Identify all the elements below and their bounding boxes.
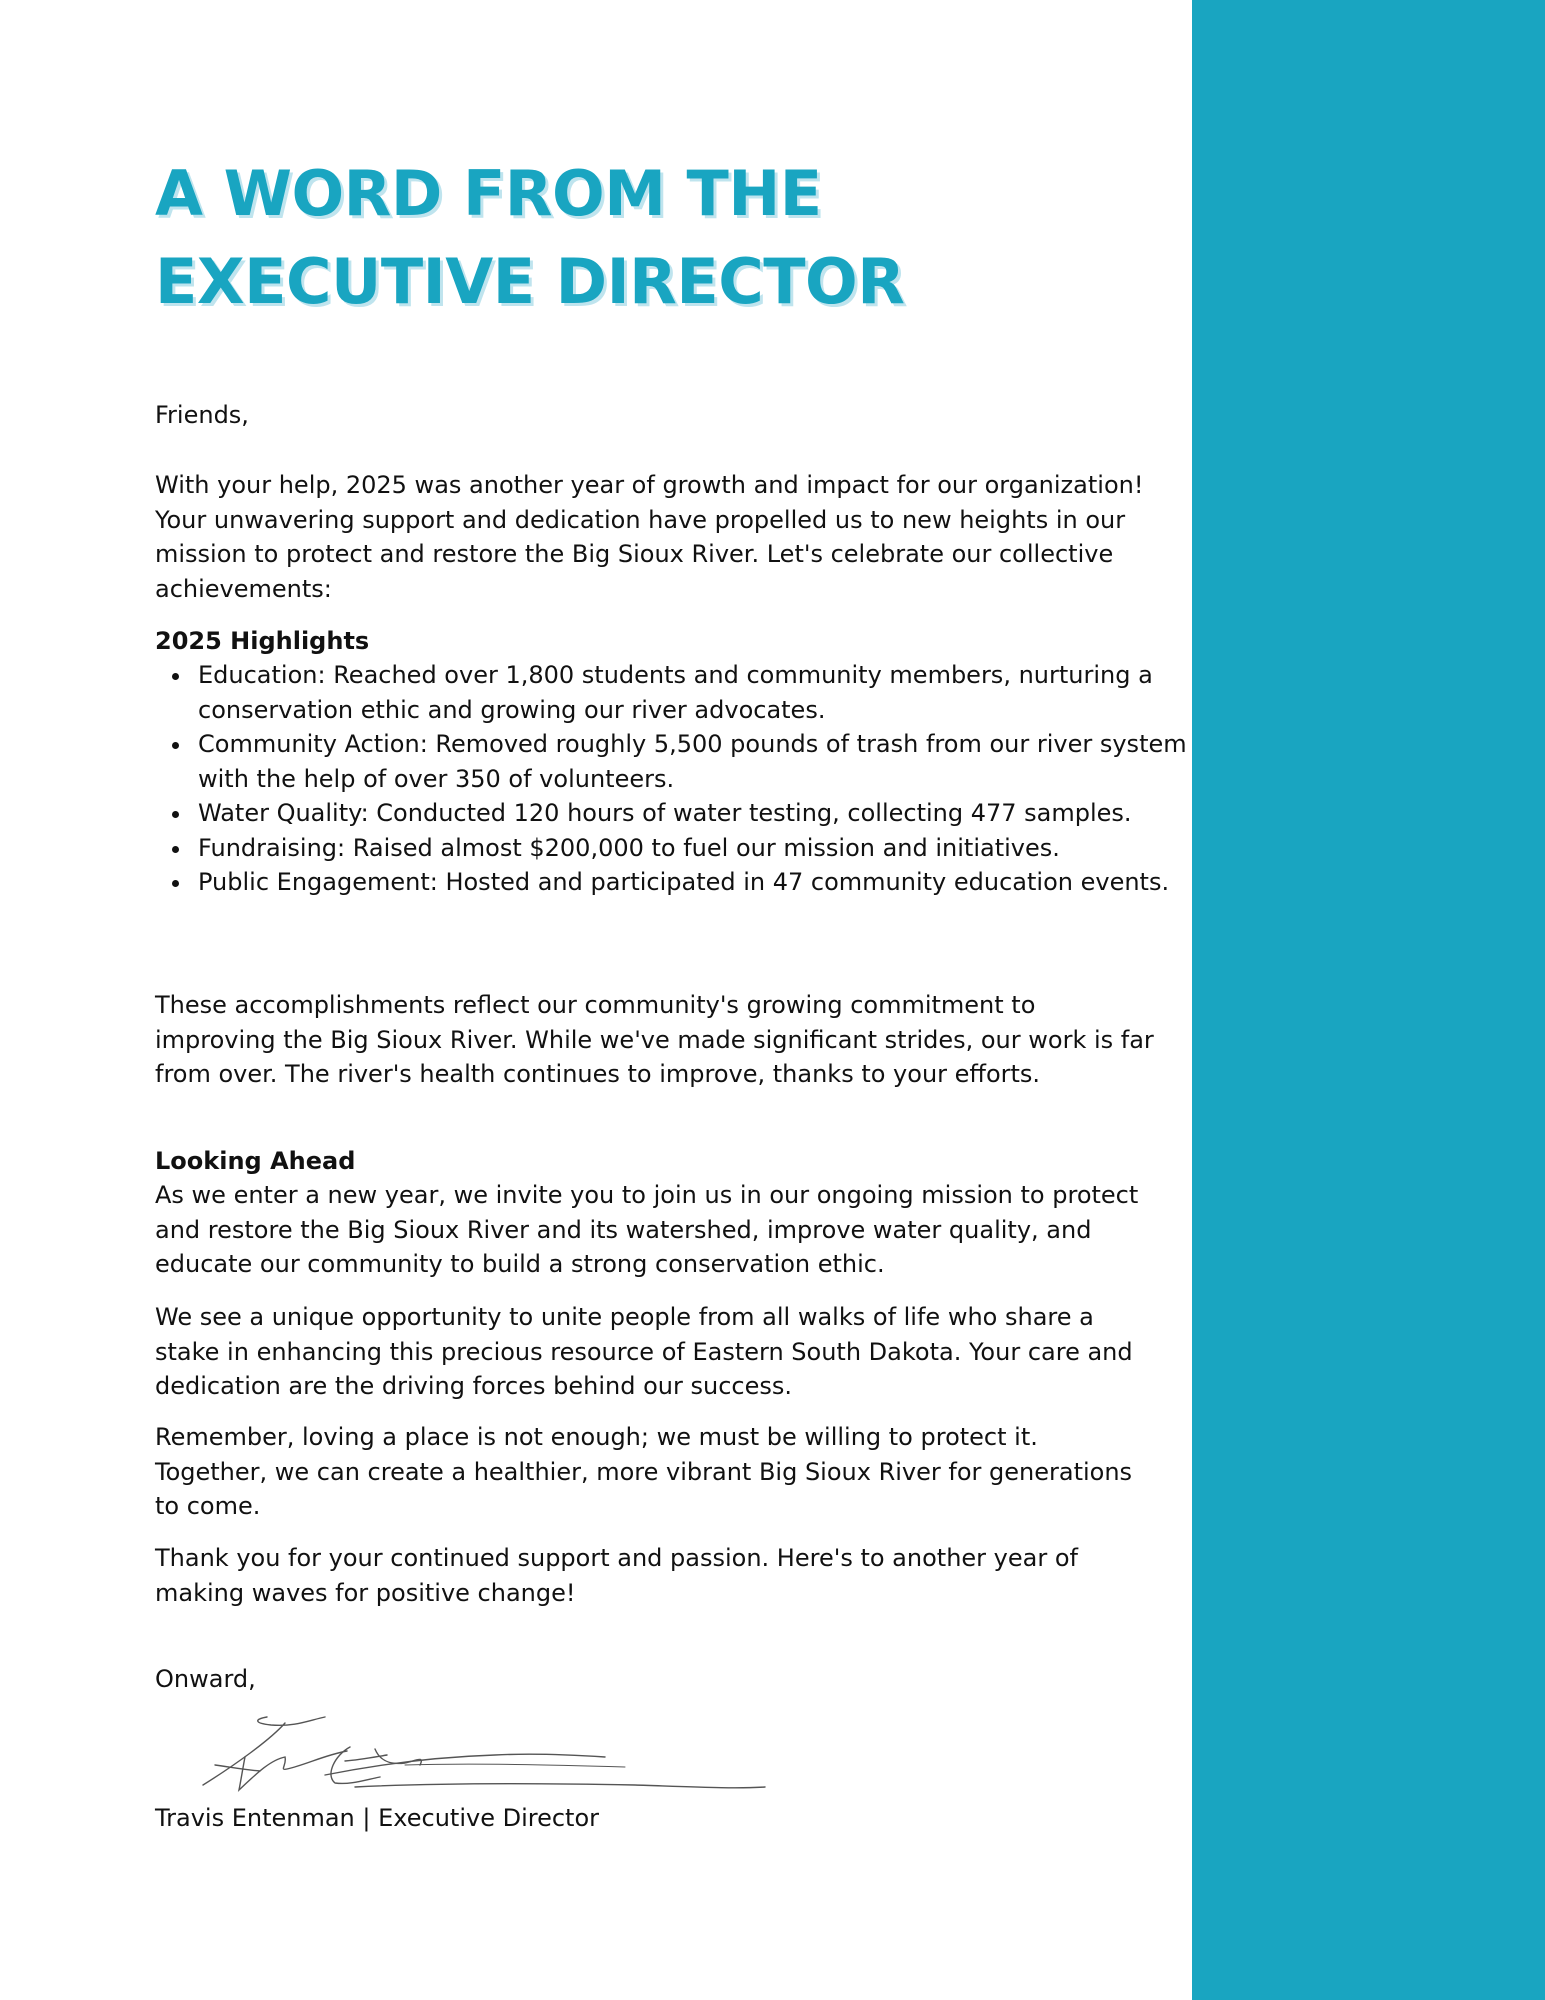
- looking-ahead-paragraph: As we enter a new year, we invite you to join us in our ongoing mission to protect and restore the Big Sioux River and its watershed, improve water quality, and educate our community to build a strong conservation ethic.: [155, 1181, 1139, 1278]
- list-item: Fundraising: Raised almost $200,000 to fuel our mission and initiatives.: [198, 831, 1198, 866]
- title-line-2: EXECUTIVE DIRECTOR: [155, 245, 905, 318]
- list-item: Public Engagement: Hosted and participated in 47 community education events.: [198, 865, 1198, 900]
- list-item: Community Action: Removed roughly 5,500 pounds of trash from our river system with the help of over 350 of volunteers.: [198, 727, 1198, 796]
- list-item: Education: Reached over 1,800 students and community members, nurturing a conservation ethic and growing our river advocates.: [198, 658, 1198, 727]
- thanks-paragraph: Thank you for your continued support and passion. Here's to another year of making waves for positive change!: [155, 1544, 1078, 1607]
- greeting: Friends,: [155, 401, 249, 429]
- accent-sidebar: [1192, 0, 1545, 2000]
- signer-name: Travis Entenman | Executive Director: [155, 1804, 599, 1832]
- opportunity-paragraph: We see a unique opportunity to unite people from all walks of life who share a stake in enhancing this precious resource of Eastern South Dakota. Your care and dedication are the driving forces behind our success.: [155, 1303, 1133, 1400]
- intro-paragraph: With your help, 2025 was another year of growth and impact for our organization! Your unwavering support and dedication have propelled us to new heights in our mission to protect and restore the Big Sioux River. Let's celebrate our collective achievements:: [155, 471, 1144, 603]
- title-line-1: A WORD FROM THE: [155, 157, 822, 230]
- closing: Onward,: [155, 1665, 256, 1693]
- accomplishments-paragraph: These accomplishments reflect our community's growing commitment to improving the Big Sioux River. While we've made significant strides, our work is far from over. The river's health continues to improve, thanks to your efforts.: [155, 991, 1154, 1088]
- list-item: Water Quality: Conducted 120 hours of water testing, collecting 477 samples.: [198, 796, 1198, 831]
- page-title: [155, 150, 1155, 326]
- signature-image: [175, 1705, 785, 1800]
- highlights-list: [155, 658, 1198, 900]
- highlights-heading: 2025 Highlights: [155, 627, 370, 655]
- looking-ahead-heading: Looking Ahead: [155, 1147, 356, 1175]
- remember-paragraph: Remember, loving a place is not enough; we must be willing to protect it. Together, we can create a healthier, more vibrant Big Sioux River for generations to come.: [155, 1423, 1133, 1520]
